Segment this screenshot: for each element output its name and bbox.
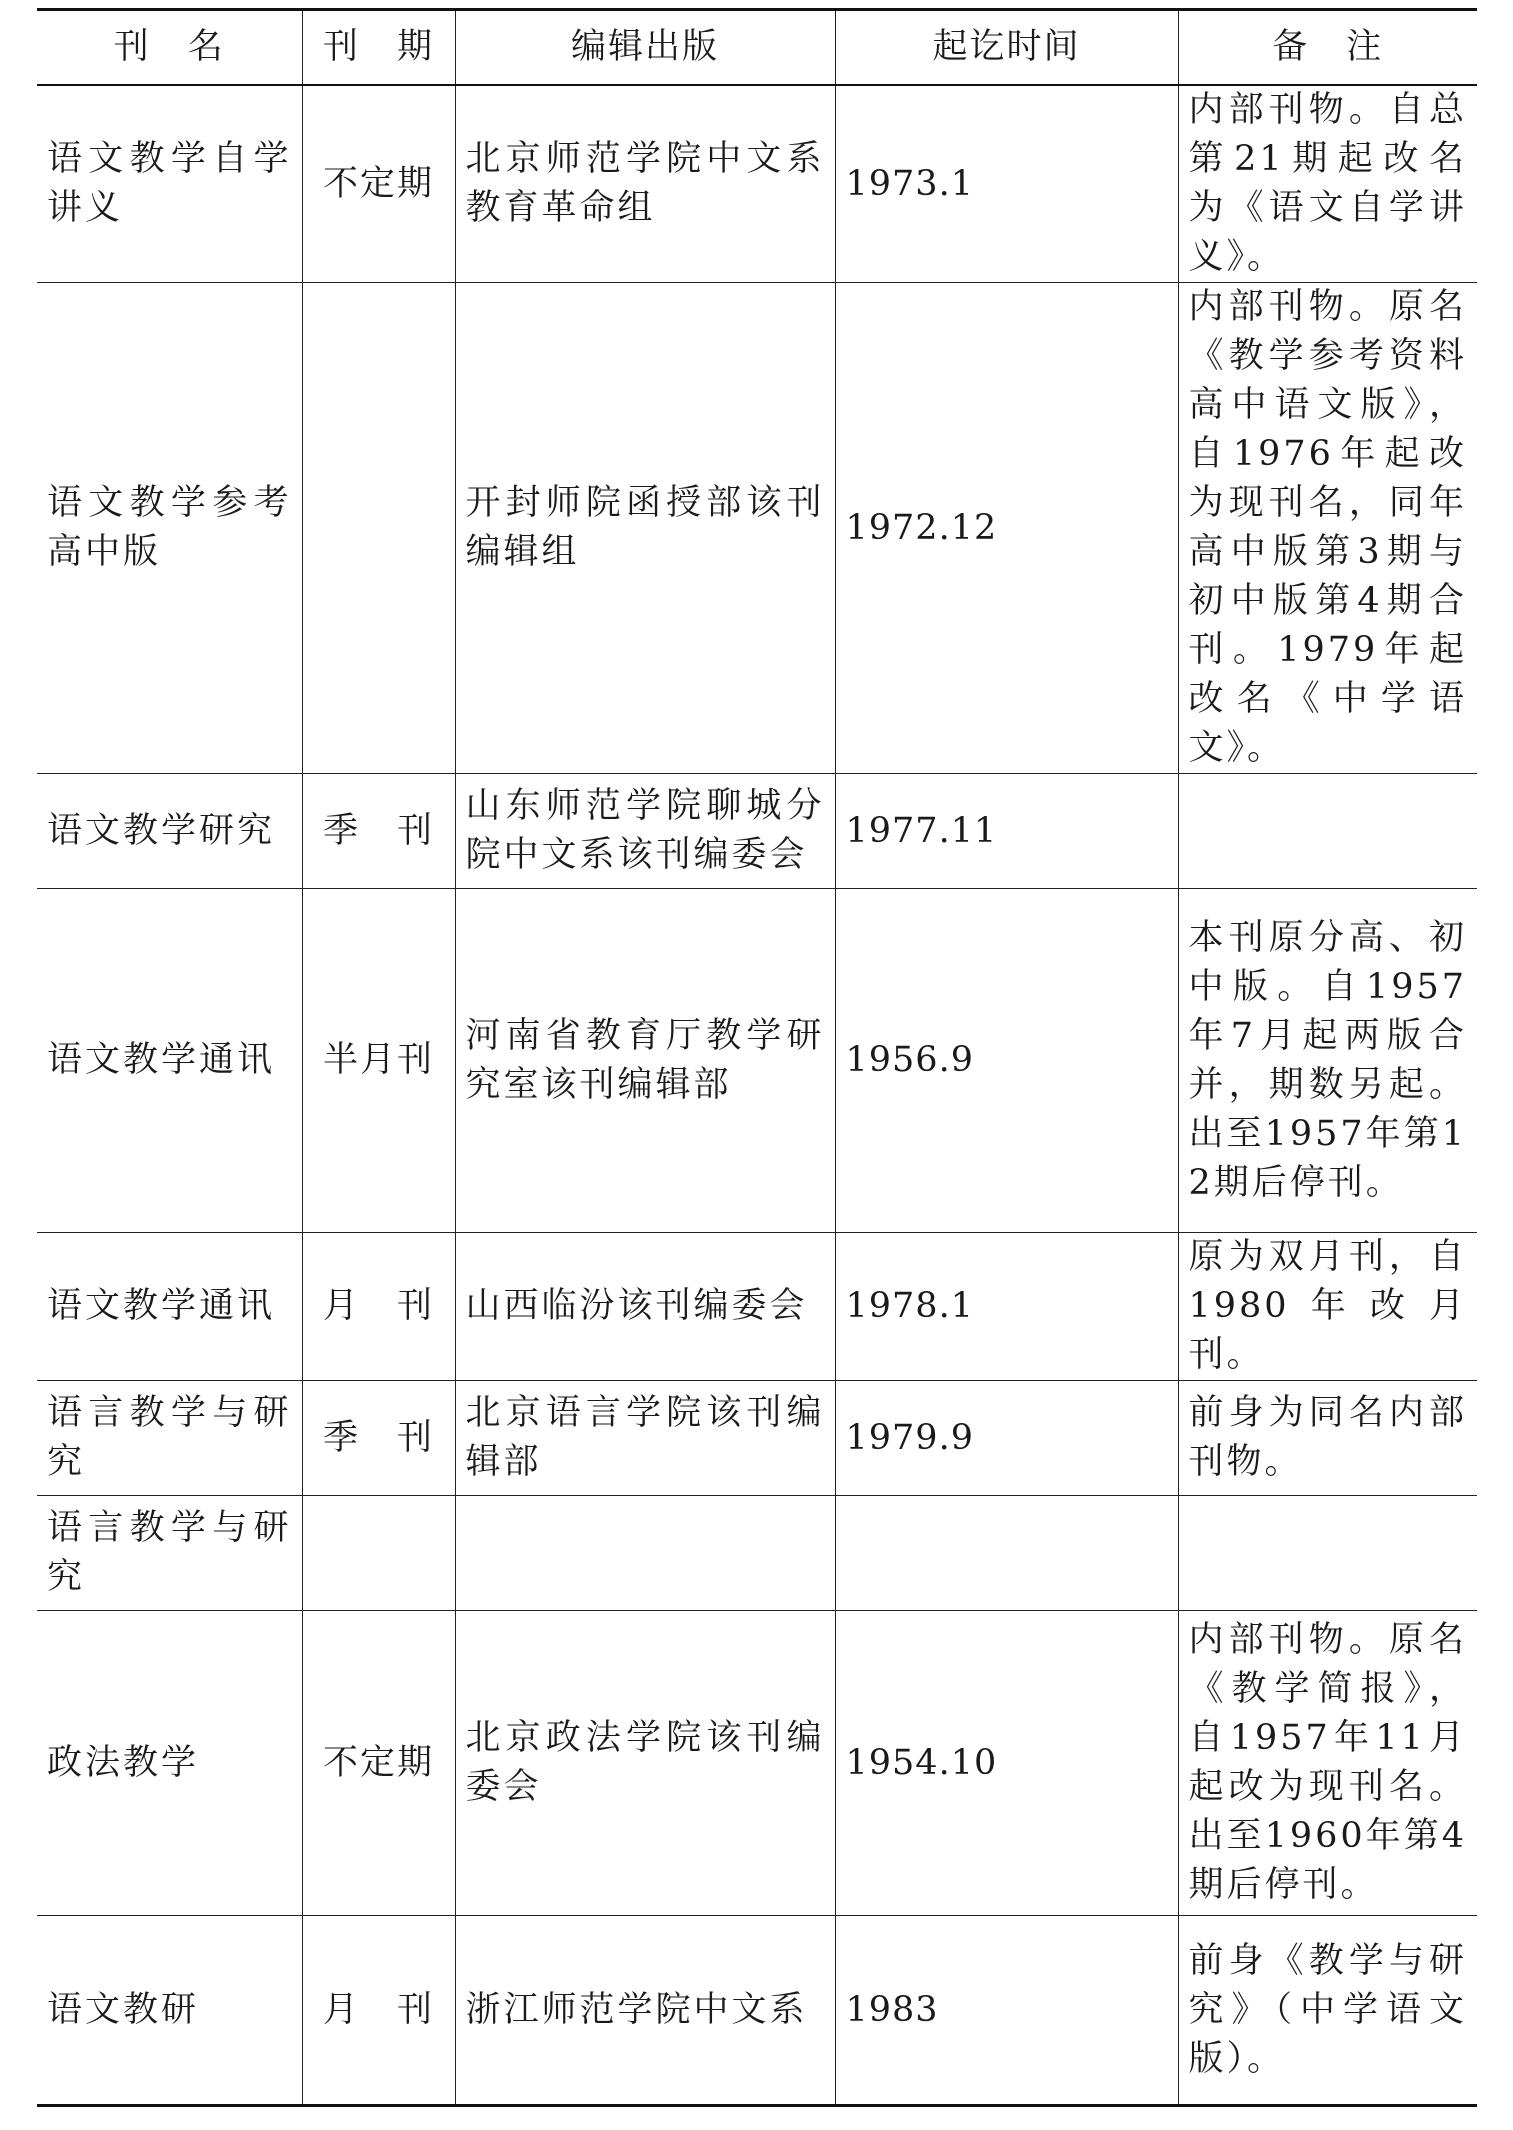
cell-date: 1956.9 xyxy=(835,889,1178,1233)
cell-date: 1954.10 xyxy=(835,1611,1178,1916)
cell-name: 语文教学参考高中版 xyxy=(37,283,302,774)
cell-name: 语言教学与研究 xyxy=(37,1381,302,1496)
header-date: 起讫时间 xyxy=(835,10,1178,86)
cell-date: 1979.9 xyxy=(835,1381,1178,1496)
cell-period xyxy=(302,283,455,774)
cell-publisher: 山西临汾该刊编委会 xyxy=(455,1233,835,1381)
cell-note: 内部刊物。原名《教学简报》，自1957年11月起改为现刊名。出至1960年第4期后停刊。 xyxy=(1178,1611,1477,1916)
cell-name: 语文教学通讯 xyxy=(37,1233,302,1381)
header-note: 备 注 xyxy=(1178,10,1477,86)
cell-period xyxy=(302,1496,455,1611)
cell-note: 本刊原分高、初中版。自1957年7月起两版合并，期数另起。出至1957年第12期后停刊。 xyxy=(1178,889,1477,1233)
cell-period: 月 刊 xyxy=(302,1233,455,1381)
cell-note: 内部刊物。原名《教学参考资料高中语文版》，自1976年起改为现刊名，同年高中版第3期与初中版第4期合刊。1979年起改名《中学语文》。 xyxy=(1178,283,1477,774)
cell-name: 语文教学通讯 xyxy=(37,889,302,1233)
table-row xyxy=(37,1496,1477,1611)
cell-date: 1978.1 xyxy=(835,1233,1178,1381)
cell-period: 不定期 xyxy=(302,85,455,283)
table-row xyxy=(37,1611,1477,1916)
header-period: 刊 期 xyxy=(302,10,455,86)
journal-table-page xyxy=(37,8,1477,2107)
cell-note xyxy=(1178,1496,1477,1611)
cell-publisher: 开封师院函授部该刊编辑组 xyxy=(455,283,835,774)
cell-note: 前身《教学与研究》（中学语文版）。 xyxy=(1178,1916,1477,2106)
cell-date: 1977.11 xyxy=(835,774,1178,889)
cell-period: 月 刊 xyxy=(302,1916,455,2106)
table-row xyxy=(37,1233,1477,1381)
cell-publisher: 浙江师范学院中文系 xyxy=(455,1916,835,2106)
cell-publisher: 北京政法学院该刊编委会 xyxy=(455,1611,835,1916)
table-row xyxy=(37,1381,1477,1496)
cell-date: 1983 xyxy=(835,1916,1178,2106)
cell-note: 原为双月刊，自1980年改月刊。 xyxy=(1178,1233,1477,1381)
cell-name: 语文教研 xyxy=(37,1916,302,2106)
cell-date: 1973.1 xyxy=(835,85,1178,283)
cell-name: 政法教学 xyxy=(37,1611,302,1916)
table-row xyxy=(37,85,1477,283)
cell-publisher: 北京语言学院该刊编辑部 xyxy=(455,1381,835,1496)
cell-publisher: 山东师范学院聊城分院中文系该刊编委会 xyxy=(455,774,835,889)
cell-note: 内部刊物。自总第21期起改名为《语文自学讲义》。 xyxy=(1178,85,1477,283)
cell-publisher: 河南省教育厅教学研究室该刊编辑部 xyxy=(455,889,835,1233)
cell-publisher xyxy=(455,1496,835,1611)
cell-name: 语文教学自学讲义 xyxy=(37,85,302,283)
table-row xyxy=(37,1916,1477,2106)
header-publisher: 编辑出版 xyxy=(455,10,835,86)
cell-name: 语文教学研究 xyxy=(37,774,302,889)
header-name: 刊 名 xyxy=(37,10,302,86)
cell-date: 1972.12 xyxy=(835,283,1178,774)
cell-period: 半月刊 xyxy=(302,889,455,1233)
cell-period: 不定期 xyxy=(302,1611,455,1916)
cell-note xyxy=(1178,774,1477,889)
cell-period: 季 刊 xyxy=(302,1381,455,1496)
table-body xyxy=(37,85,1477,2106)
header-row xyxy=(37,10,1477,86)
table-header xyxy=(37,10,1477,86)
cell-name: 语言教学与研究 xyxy=(37,1496,302,1611)
cell-note: 前身为同名内部刊物。 xyxy=(1178,1381,1477,1496)
table-row xyxy=(37,283,1477,774)
journal-table xyxy=(37,8,1477,2107)
cell-publisher: 北京师范学院中文系教育革命组 xyxy=(455,85,835,283)
table-row xyxy=(37,889,1477,1233)
cell-period: 季 刊 xyxy=(302,774,455,889)
table-row xyxy=(37,774,1477,889)
cell-date xyxy=(835,1496,1178,1611)
